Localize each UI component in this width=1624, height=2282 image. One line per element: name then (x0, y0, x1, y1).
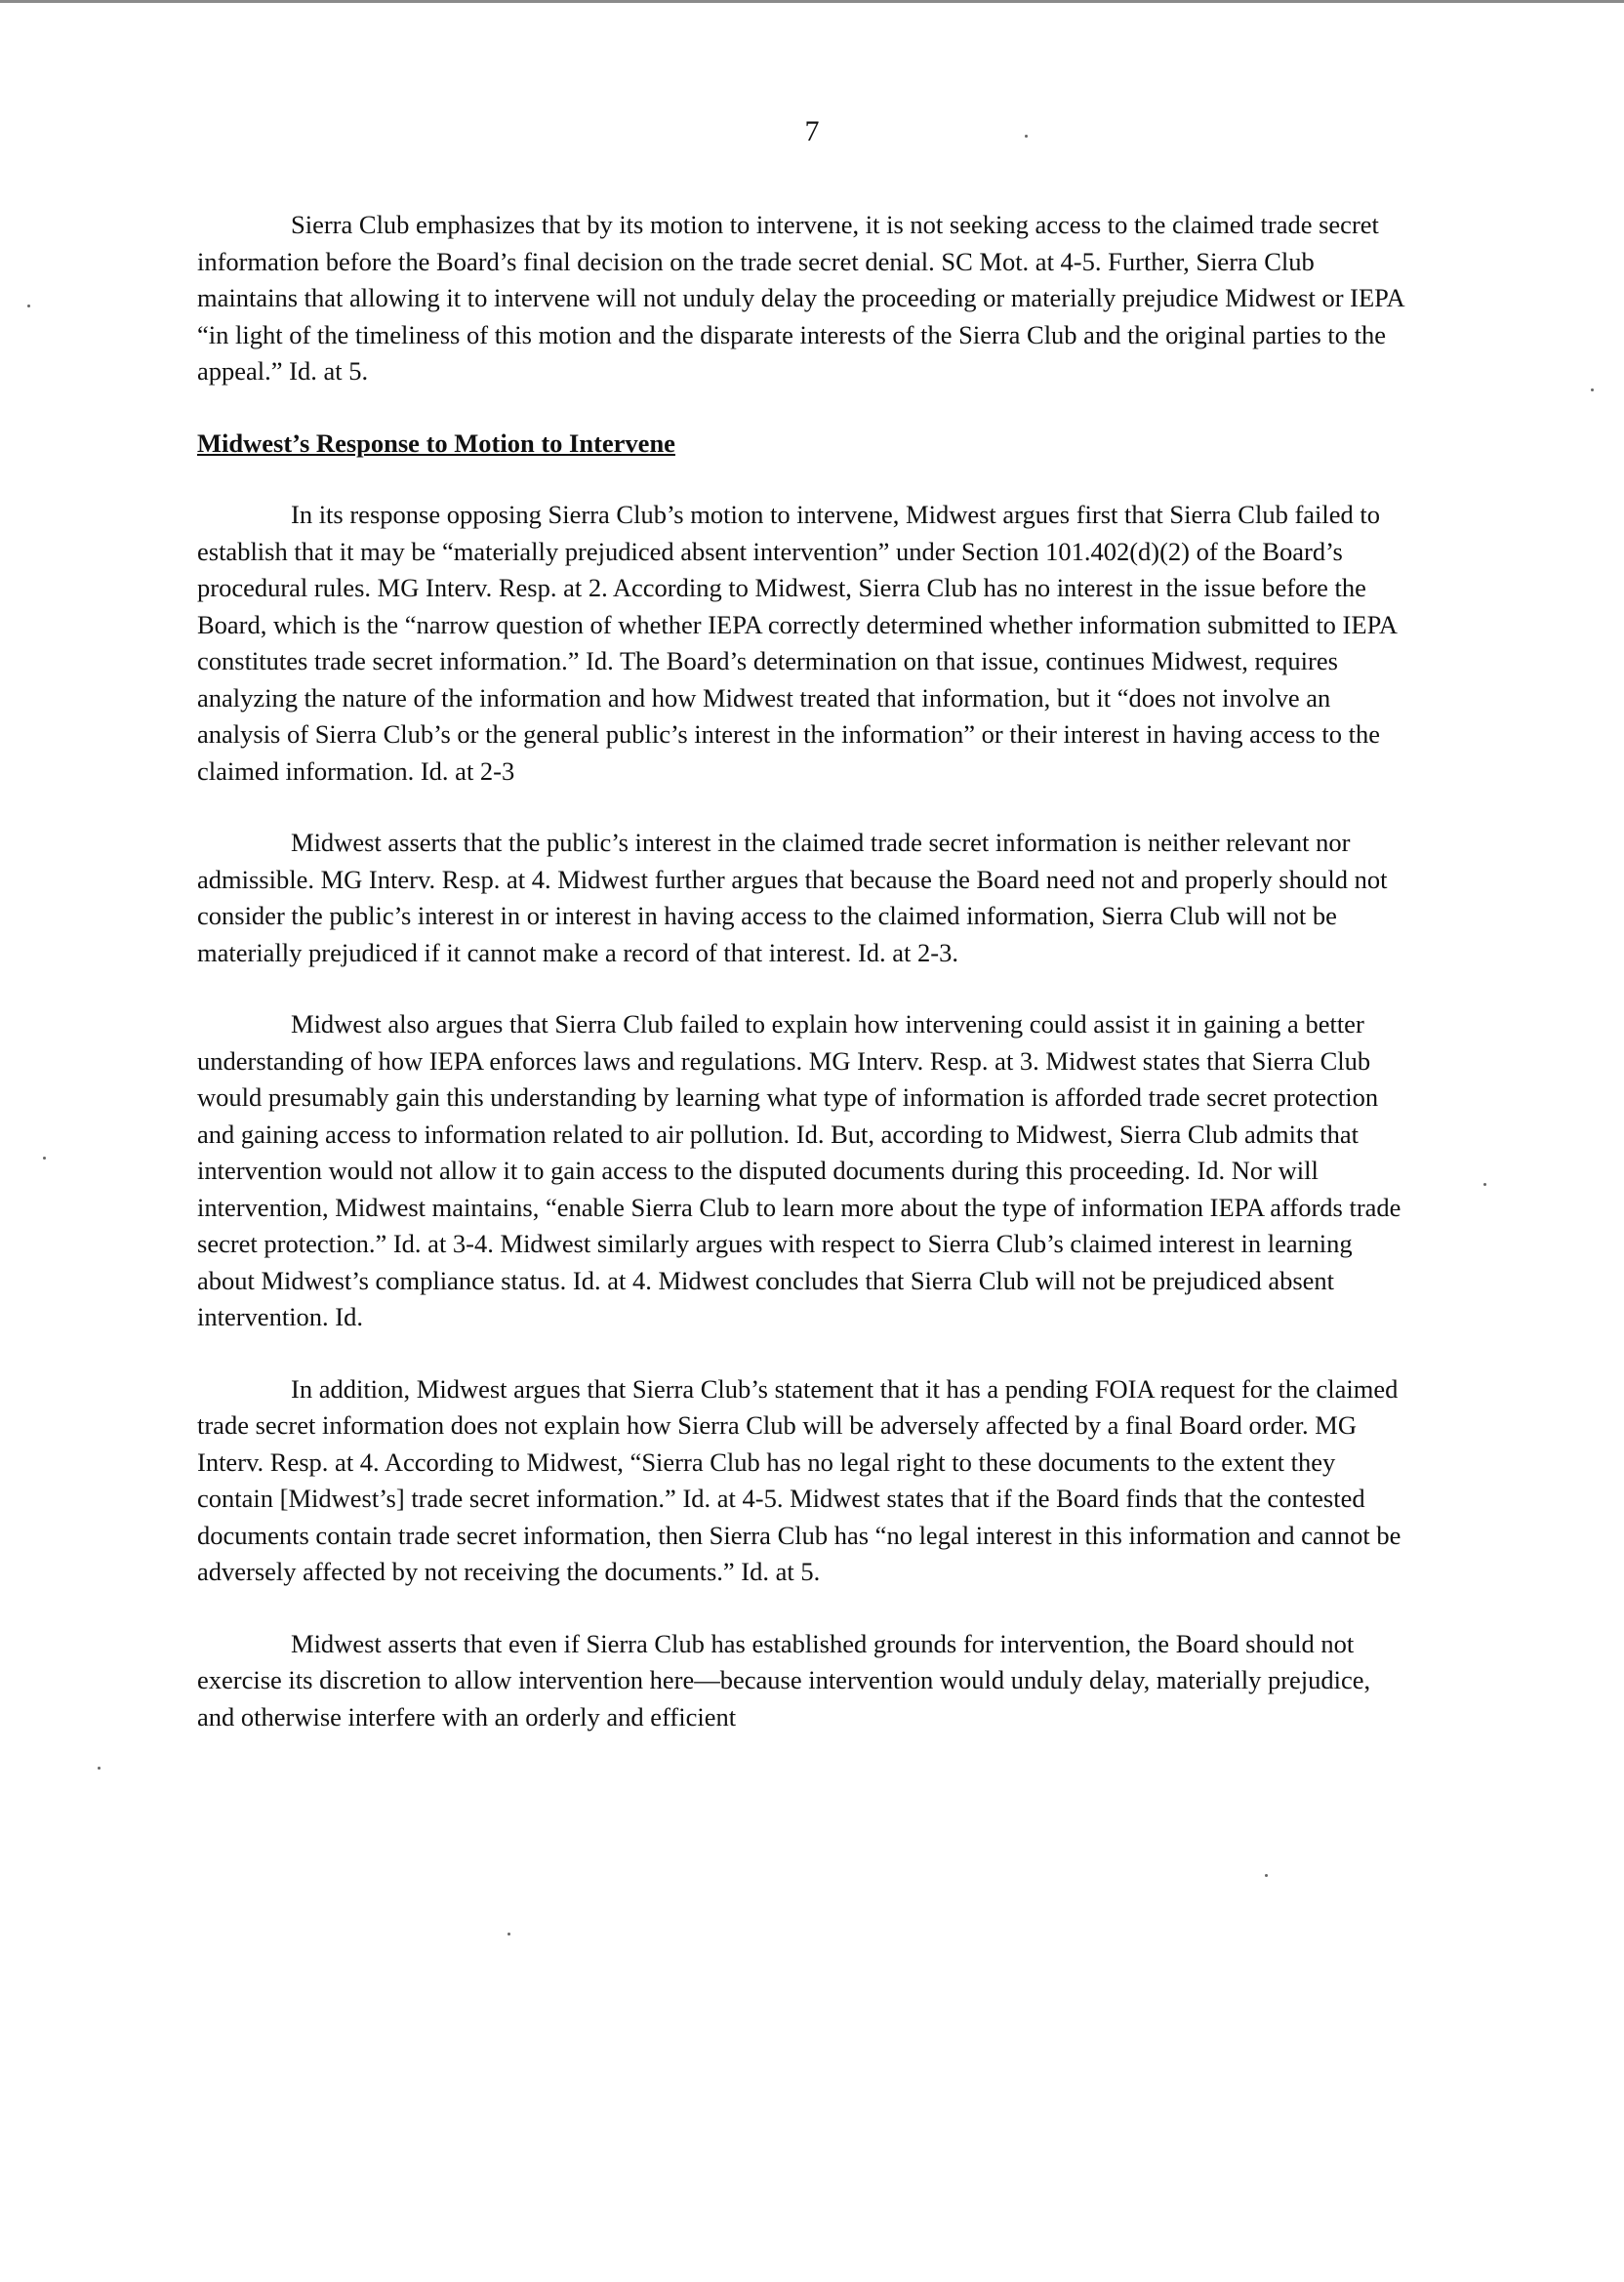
scan-speck (98, 1767, 101, 1770)
scan-speck (27, 305, 30, 307)
document-body (197, 207, 1407, 1771)
page-number: 7 (804, 115, 820, 147)
paragraph-understanding-iepa: Midwest also argues that Sierra Club failed to explain how intervening could assist it in gaining a better understanding of how IEPA enforces laws and regulations. MG Interv. Resp. at 3. Midwest states that Sierra Club would presumably gain this understanding by learning what type of information is afforded trade secret protection and gaining access to information related to air pollution. Id. But, according to Midwest, Sierra Club admits that intervention would not allow it to gain access to the disputed documents during this proceeding. Id. Nor will intervention, Midwest maintains, “enable Sierra Club to learn more about the type of information IEPA affords trade secret protection.” Id. at 3-4. Midwest similarly argues with respect to Sierra Club’s claimed interest in learning about Midwest’s compliance status. Id. at 4. Midwest concludes that Sierra Club will not be prejudiced absent intervention. Id. (197, 1009, 1401, 1331)
scan-speck (1483, 1183, 1486, 1186)
scan-speck (43, 1157, 46, 1160)
scan-speck (1265, 1874, 1268, 1877)
paragraph-foia-request: In addition, Midwest argues that Sierra Club’s statement that it has a pending FOIA request for the claimed trade secret information does not explain how Sierra Club will be adversely affected by a final Board order. MG Interv. Resp. at 4. According to Midwest, “Sierra Club has no legal right to these documents to the extent they contain [Midwest’s] trade secret information.” Id. at 4-5. Midwest states that if the Board finds that the contested documents contain trade secret information, then Sierra Club has “no legal interest in this information and cannot be adversely affected by not receiving the documents.” Id. at 5. (197, 1373, 1401, 1586)
section-heading: Midwest’s Response to Motion to Intervene (197, 428, 675, 458)
paragraph-sierra-club-emphasis: Sierra Club emphasizes that by its motion to intervene, it is not seeking access to the claimed trade secret information before the Board’s final decision on the trade secret denial. SC Mot. at 4-5. Further, Sierra Club maintains that allowing it to intervene will not unduly delay the proceeding or materially prejudice Midwest or IEPA “in light of the timeliness of this motion and the disparate interests of the Sierra Club and the original parties to the appeal.” Id. at 5. (197, 210, 1404, 386)
paragraph-midwest-response: In its response opposing Sierra Club’s motion to intervene, Midwest argues first that Sierra Club failed to establish that it may be “materially prejudiced absent intervention” under Section 101.402(d)(2) of the Board’s procedural rules. MG Interv. Resp. at 2. According to Midwest, Sierra Club has no interest in the issue before the Board, which is the “narrow question of whether IEPA correctly determined whether information submitted to IEPA constitutes trade secret information.” Id. The Board’s determination on that issue, continues Midwest, requires analyzing the nature of the information and how Midwest treated that information, but it “does not involve an analysis of Sierra Club’s or the general public’s interest in the information” or their interest in having access to the claimed information. Id. at 2-3 (197, 500, 1397, 786)
scan-speck (1025, 135, 1028, 138)
scan-speck (1591, 388, 1594, 391)
paragraph-public-interest: Midwest asserts that the public’s interest in the claimed trade secret information is neither relevant nor admissible. MG Interv. Resp. at 4. Midwest further argues that because the Board need not and properly should not consider the public’s interest in or interest in having access to the claimed information, Sierra Club will not be materially prejudiced if it cannot make a record of that interest. Id. at 2-3. (197, 828, 1388, 967)
scan-top-edge (0, 0, 1624, 3)
scan-speck (508, 1933, 510, 1936)
paragraph-discretion: Midwest asserts that even if Sierra Club has established grounds for intervention, the Board should not exercise its discretion to allow intervention here—because intervention would unduly delay, materially prejudice, and otherwise interfere with an orderly and efficient (197, 1628, 1371, 1732)
